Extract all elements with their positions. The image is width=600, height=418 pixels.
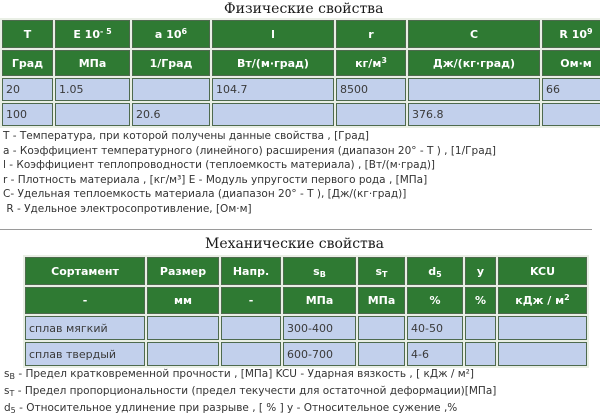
mechanical-title: Механические свойства [205, 236, 385, 252]
col-sB-unit: МПа [283, 287, 356, 314]
header-row-units [25, 287, 587, 314]
col-T-unit: Град [2, 50, 53, 76]
cell: 20.6 [132, 103, 210, 126]
table-row [2, 103, 600, 126]
cell [212, 103, 334, 126]
cell: 104.7 [212, 78, 334, 101]
cell: 66 [542, 78, 600, 101]
col-R-header: R $10^9$ [542, 20, 600, 48]
physical-properties-table [0, 18, 600, 128]
col-sortament-unit: - [25, 287, 145, 314]
cell: сплав твердый [25, 342, 145, 366]
col-C-header: C [408, 20, 540, 48]
col-sT-header: $s_T$ [358, 257, 405, 285]
legend-item: $s_T$ - Предел пропорциональности (предел текучести для остаточной деформации)[МПа] [4, 385, 497, 398]
col-C-unit: Дж/(кг·град) [408, 50, 540, 76]
header-row-symbols [25, 257, 587, 285]
col-a-unit: 1/Град [132, 50, 210, 76]
legend-item: l - Коэффициент теплопроводности (теплоемкость материала) , [Вт/(м·град)] [3, 159, 436, 171]
col-a-header: a $10^6$ [132, 20, 210, 48]
col-y-unit: % [465, 287, 496, 314]
col-direction-header: Напр. [221, 257, 281, 285]
header-row-units [2, 50, 600, 76]
physical-legend [3, 129, 496, 216]
cell: 1.05 [55, 78, 130, 101]
cell: 376.8 [408, 103, 540, 126]
cell [55, 103, 130, 126]
mechanical-properties-table [23, 255, 589, 368]
col-d5-header: $d_5$ [407, 257, 463, 285]
col-sB-header: $s_B$ [283, 257, 356, 285]
cell [498, 316, 587, 340]
section-divider [0, 229, 592, 230]
col-T-header: T [2, 20, 53, 48]
col-E-unit: МПа [55, 50, 130, 76]
col-r-unit: $кг/м^3$ [336, 50, 406, 76]
cell: 4-6 [407, 342, 463, 366]
cell [498, 342, 587, 366]
col-size-unit: мм [147, 287, 219, 314]
cell [358, 316, 405, 340]
table-row [2, 78, 600, 101]
legend-item: r - Плотность материала , [кг/м³] E - Модуль упругости первого рода , [МПа] [3, 173, 428, 186]
col-E-header: E $10^{- 5}$ [55, 20, 130, 48]
cell: сплав мягкий [25, 316, 145, 340]
cell [221, 316, 281, 340]
cell [358, 342, 405, 366]
cell: 300-400 [283, 316, 356, 340]
legend-item: C- Удельная теплоемкость материала (диапазон 20° - T ), [Дж/(кг·град)] [3, 188, 407, 200]
legend-item: $s_B$ - Предел кратковременной прочности , [МПа] KCU - Ударная вязкость , [ кДж / м²] [4, 368, 474, 381]
col-KCU-header: KCU [498, 257, 587, 285]
legend-item: a - Коэффициент температурного (линейного) расширения (диапазон 20° - T ) , [1/Град] [3, 144, 497, 157]
col-l-unit: Вт/(м·град) [212, 50, 334, 76]
legend-item: R - Удельное электросопротивление, [Ом·м] [6, 202, 252, 215]
col-y-header: y [465, 257, 496, 285]
cell: 40-50 [407, 316, 463, 340]
col-sortament-header: Сортамент [25, 257, 145, 285]
cell [147, 316, 219, 340]
cell: 100 [2, 103, 53, 126]
cell: 600-700 [283, 342, 356, 366]
cell [221, 342, 281, 366]
cell [147, 342, 219, 366]
table-row [25, 342, 587, 366]
legend-item: T - Температура, при которой получены данные свойства , [Град] [3, 130, 370, 142]
col-size-header: Размер [147, 257, 219, 285]
mechanical-legend [4, 366, 496, 417]
legend-item: $d_5$ - Относительное удлинение при разрыве , [ % ] y - Относительное сужение ,% [4, 402, 458, 415]
cell: 8500 [336, 78, 406, 101]
cell [408, 78, 540, 101]
cell: 20 [2, 78, 53, 101]
cell [465, 342, 496, 366]
col-R-unit: Ом·м [542, 50, 600, 76]
col-sT-unit: МПа [358, 287, 405, 314]
col-l-header: l [212, 20, 334, 48]
table-row [25, 316, 587, 340]
cell [542, 103, 600, 126]
cell [132, 78, 210, 101]
cell [336, 103, 406, 126]
col-d5-unit: % [407, 287, 463, 314]
col-direction-unit: - [221, 287, 281, 314]
cell [465, 316, 496, 340]
header-row-symbols [2, 20, 600, 48]
physical-title: Физические свойства [224, 1, 384, 17]
col-KCU-unit: кДж / $м^2$ [498, 287, 587, 314]
col-r-header: r [336, 20, 406, 48]
